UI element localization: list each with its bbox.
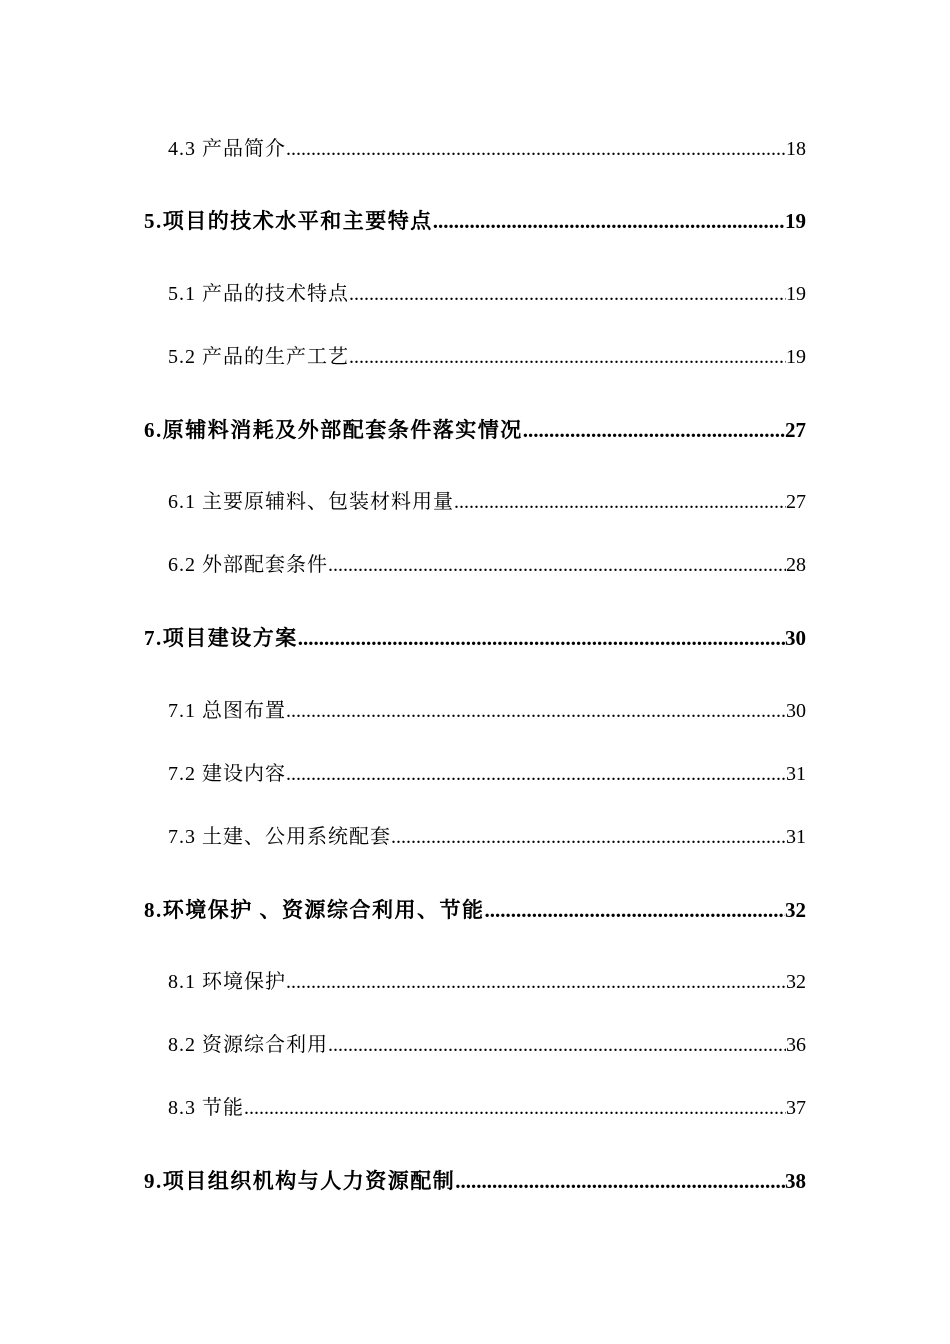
toc-entry-label: 8.环境保护 、资源综合利用、节能 [144, 898, 485, 922]
toc-entry-8[interactable] [144, 895, 806, 925]
toc-dot-leader [286, 967, 786, 997]
toc-entry-label: 6.1 主要原辅料、包装材料用量 [168, 491, 454, 513]
toc-page-number: 36 [786, 1034, 806, 1056]
toc-dot-leader [433, 206, 785, 236]
toc-entry-6-1[interactable] [168, 487, 806, 517]
toc-page-number: 32 [786, 971, 806, 993]
toc-entry-7-3[interactable] [168, 822, 806, 852]
toc-entry-9[interactable] [144, 1166, 806, 1196]
toc-entry-7-1[interactable] [168, 696, 806, 726]
toc-entry-7-2[interactable] [168, 759, 806, 789]
toc-page-number: 28 [786, 554, 806, 576]
toc-entry-label: 7.1 总图布置 [168, 700, 286, 722]
toc-page-number: 18 [786, 138, 806, 160]
toc-entry-8-2[interactable] [168, 1030, 806, 1060]
toc-entry-label: 9.项目组织机构与人力资源配制 [144, 1169, 456, 1193]
toc-dot-leader [485, 895, 786, 925]
toc-entry-7[interactable] [144, 623, 806, 653]
toc-page-number: 32 [785, 898, 806, 922]
toc-dot-leader [286, 696, 786, 726]
toc-entry-5[interactable] [144, 206, 806, 236]
toc-entry-label: 7.3 土建、公用系统配套 [168, 826, 391, 848]
toc-entry-5-2[interactable] [168, 342, 806, 372]
toc-dot-leader [455, 1166, 785, 1196]
toc-entry-4-3[interactable] [168, 134, 806, 164]
toc-dot-leader [523, 415, 785, 445]
toc-entry-label: 6.原辅料消耗及外部配套条件落实情况 [144, 418, 523, 442]
toc-dot-leader [454, 487, 786, 517]
toc-page-number: 19 [785, 209, 806, 233]
toc-entry-label: 7.项目建设方案 [144, 626, 298, 650]
toc-dot-leader [328, 550, 786, 580]
toc-entry-label: 5.项目的技术水平和主要特点 [144, 209, 433, 233]
toc-dot-leader [286, 134, 786, 164]
toc-entry-6-2[interactable] [168, 550, 806, 580]
toc-entry-label: 5.1 产品的技术特点 [168, 283, 349, 305]
toc-dot-leader [244, 1093, 786, 1123]
toc-entry-8-3[interactable] [168, 1093, 806, 1123]
toc-page-number: 30 [785, 626, 806, 650]
toc-page-number: 30 [786, 700, 806, 722]
toc-entry-label: 4.3 产品简介 [168, 138, 286, 160]
toc-page-number: 31 [786, 826, 806, 848]
toc-dot-leader [349, 279, 786, 309]
toc-dot-leader [328, 1030, 786, 1060]
toc-page-number: 27 [785, 418, 806, 442]
toc-entry-label: 8.2 资源综合利用 [168, 1034, 328, 1056]
toc-entry-label: 7.2 建设内容 [168, 763, 286, 785]
toc-page-number: 37 [786, 1097, 806, 1119]
toc-page-number: 31 [786, 763, 806, 785]
toc-entry-label: 5.2 产品的生产工艺 [168, 346, 349, 368]
toc-entry-label: 8.3 节能 [168, 1097, 244, 1119]
toc-dot-leader [286, 759, 786, 789]
toc-dot-leader [391, 822, 786, 852]
toc-page-number: 19 [786, 283, 806, 305]
toc-entry-8-1[interactable] [168, 967, 806, 997]
toc-page-number: 38 [785, 1169, 806, 1193]
toc-entry-5-1[interactable] [168, 279, 806, 309]
toc-entry-label: 8.1 环境保护 [168, 971, 286, 993]
toc-entry-label: 6.2 外部配套条件 [168, 554, 328, 576]
toc-dot-leader [298, 623, 785, 653]
toc-dot-leader [349, 342, 786, 372]
toc-entry-6[interactable] [144, 415, 806, 445]
toc-page-number: 27 [786, 491, 806, 513]
toc-page-number: 19 [786, 346, 806, 368]
